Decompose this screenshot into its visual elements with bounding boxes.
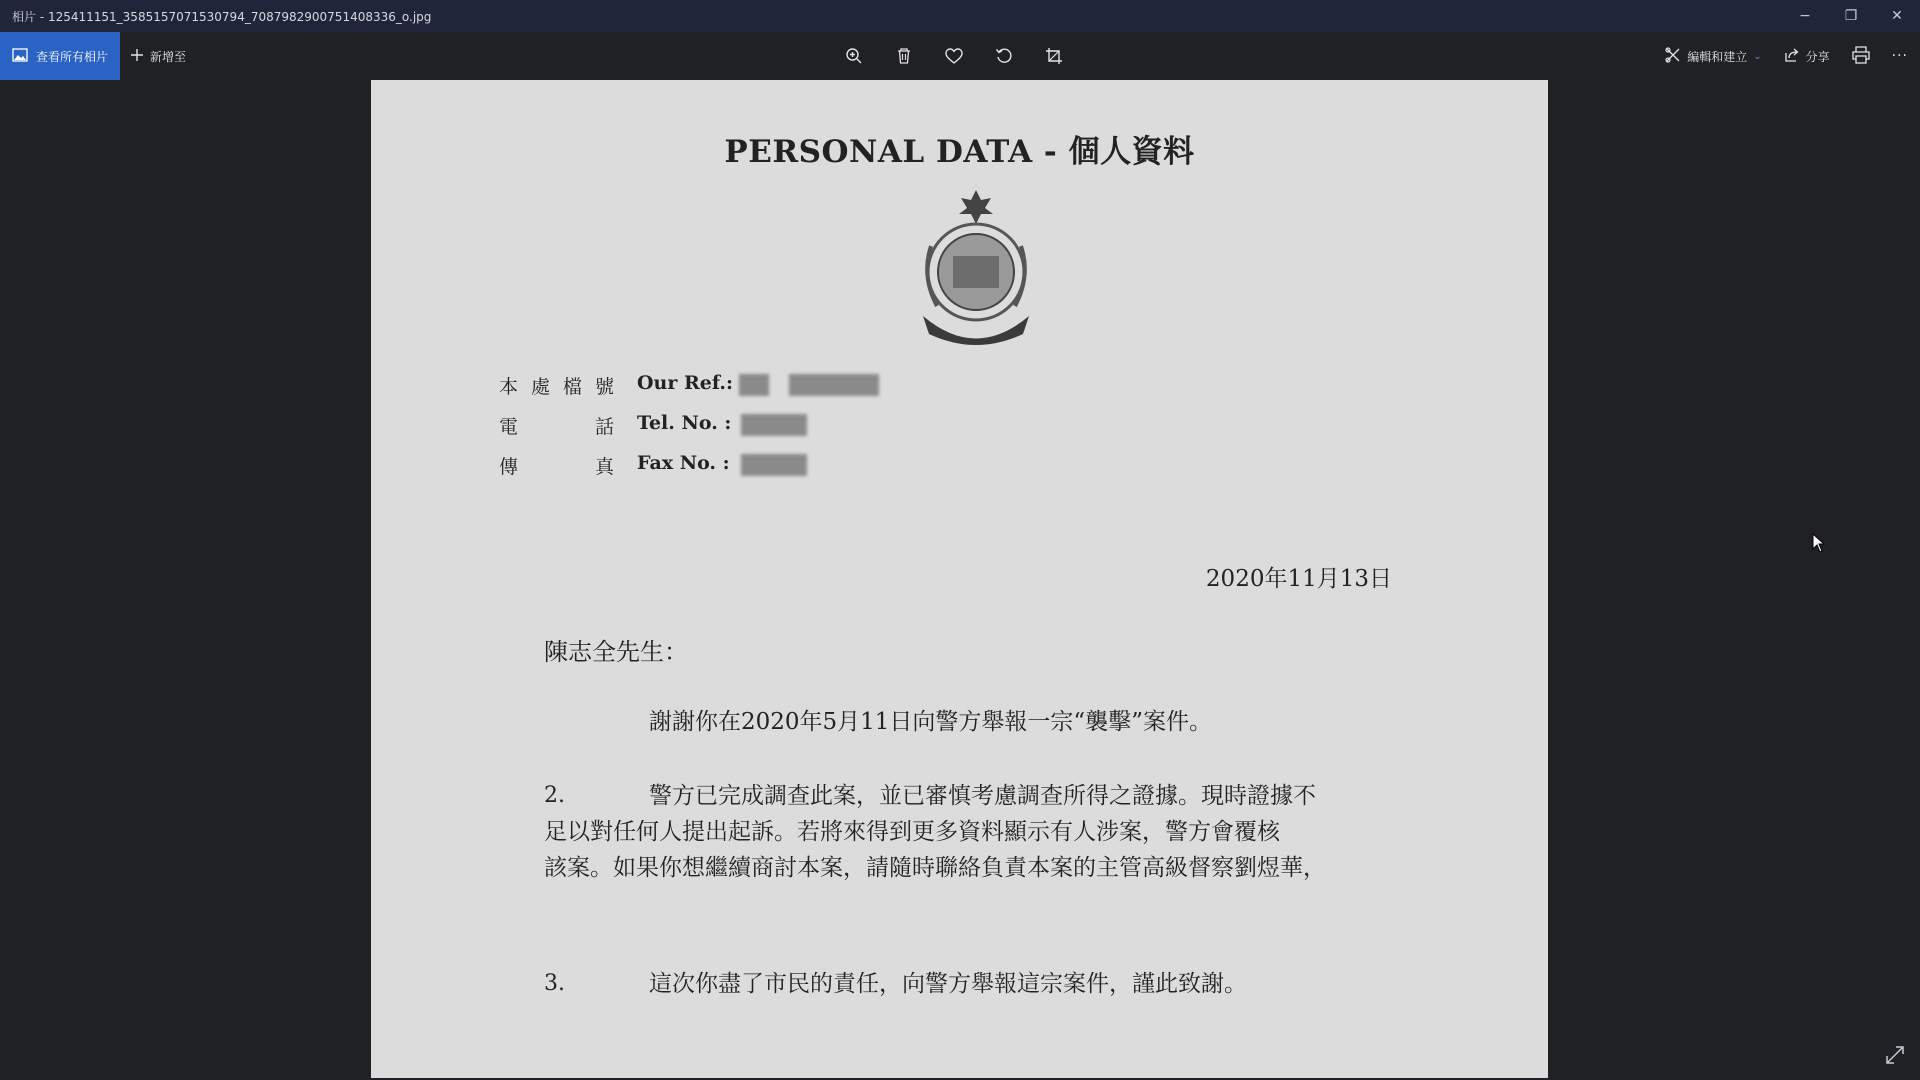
delete-icon[interactable]: [890, 42, 918, 70]
add-to-button[interactable]: [130, 32, 186, 80]
paragraph-1: 謝謝你在2020年5月11日向警方舉報一宗“襲擊”案件。: [649, 709, 1212, 735]
close-button[interactable]: ✕: [1891, 8, 1903, 24]
ref-zh-label: [499, 372, 614, 399]
chevron-down-icon: ⌄: [1753, 50, 1762, 62]
print-button[interactable]: [1852, 46, 1870, 67]
favorite-icon[interactable]: [940, 42, 968, 70]
center-tools: [840, 32, 1068, 80]
edit-create-label: 編輯和建立: [1687, 49, 1748, 64]
add-to-label: 新增至: [150, 49, 187, 64]
salutation: 陳志全先生：: [544, 638, 688, 666]
paragraph-line: 足以對任何人提出起訴。若將來得到更多資料顯示有人涉案，警方會覆核: [544, 819, 1280, 845]
view-all-photos-button[interactable]: [0, 32, 120, 80]
toolbar: [0, 32, 1920, 80]
share-label: 分享: [1805, 49, 1830, 64]
ref-zh-char: 檔: [562, 376, 582, 398]
ref-zh-char: 話: [594, 416, 614, 438]
edit-icon: [1665, 47, 1681, 66]
right-tools: [1665, 32, 1908, 80]
ref-en-label: Our Ref.:: [637, 372, 733, 394]
edit-create-button[interactable]: [1665, 47, 1761, 66]
title-bar: [0, 0, 1920, 32]
ref-en-label: Fax No. :: [637, 452, 730, 474]
ref-zh-char: 真: [594, 456, 614, 478]
plus-icon: [130, 48, 144, 65]
ref-row-fax: [499, 452, 959, 482]
ref-zh-char: 傳: [499, 456, 519, 478]
ref-zh-char: 號: [594, 376, 614, 398]
paragraph-line: 警方已完成調查此案，並已審慎考慮調查所得之證據。現時證據不: [649, 783, 1316, 809]
redacted-block: [739, 374, 769, 396]
paragraph-number: 2.: [544, 783, 565, 808]
view-all-label: 查看所有相片: [36, 49, 109, 64]
ref-en-label: Tel. No. :: [637, 412, 732, 434]
share-icon: [1784, 47, 1800, 66]
ref-row-our-ref: [499, 372, 959, 402]
paragraph-number: 3.: [544, 971, 565, 996]
crop-icon[interactable]: [1040, 42, 1068, 70]
window-controls: [1782, 0, 1920, 32]
document-title: PERSONAL DATA - 個人資料: [724, 134, 1195, 170]
ref-row-tel: [499, 412, 959, 442]
ref-zh-label: [499, 412, 614, 439]
letter-date: 2020年11月13日: [1205, 566, 1392, 592]
minimize-button[interactable]: −: [1799, 8, 1811, 24]
zoom-icon[interactable]: [840, 42, 868, 70]
document-image: [371, 80, 1548, 1078]
photo-viewer: [0, 80, 1920, 1080]
ref-zh-char: 處: [530, 376, 550, 398]
fullscreen-icon[interactable]: [1884, 1044, 1906, 1070]
rotate-icon[interactable]: [990, 42, 1018, 70]
window-title: 相片 - 125411151_3585157071530794_7087982900751408336_o.jpg: [12, 9, 432, 24]
ref-zh-char: 本: [499, 376, 519, 398]
paragraph-line: 這次你盡了市民的責任，向警方舉報這宗案件，謹此致謝。: [649, 971, 1247, 997]
paragraph-3: [544, 966, 1392, 1002]
redacted-block: [741, 414, 807, 436]
ref-zh-label: [499, 452, 614, 479]
redacted-block: [789, 374, 879, 396]
paragraph-2: [544, 778, 1392, 886]
police-crest-icon: [901, 186, 1051, 351]
more-button[interactable]: ···: [1891, 48, 1908, 64]
ref-zh-char: 電: [499, 416, 519, 438]
mouse-cursor-icon: [1812, 533, 1826, 557]
photo-icon: [12, 48, 28, 65]
redacted-block: [741, 454, 807, 476]
share-button[interactable]: [1784, 47, 1830, 66]
print-icon: [1852, 46, 1870, 67]
paragraph-line: 該案。如果你想繼續商討本案，請隨時聯絡負責本案的主管高級督察劉煜華，: [544, 855, 1326, 881]
restore-button[interactable]: ❐: [1844, 8, 1858, 24]
